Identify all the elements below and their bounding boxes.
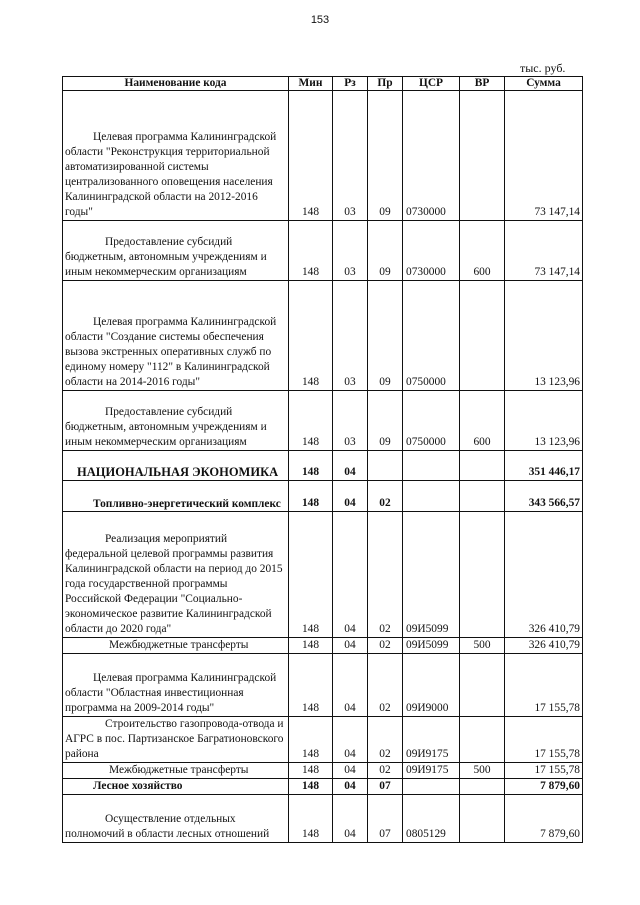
table-row [63,281,583,391]
row-csr: 0730000 [403,221,460,281]
row-rz: 04 [333,451,368,481]
row-csr: 09И9175 [403,717,460,763]
row-sum: 7 879,60 [505,779,583,795]
row-sum: 326 410,79 [505,638,583,654]
row-rz: 03 [333,221,368,281]
row-min: 148 [289,91,333,221]
row-csr [403,451,460,481]
row-csr: 09И9175 [403,763,460,779]
row-vr [460,654,505,717]
row-sum: 351 446,17 [505,451,583,481]
row-min: 148 [289,717,333,763]
row-sum: 13 123,96 [505,391,583,451]
row-pr: 02 [368,512,403,638]
table-row-section [63,451,583,481]
row-pr: 02 [368,717,403,763]
row-csr: 0750000 [403,391,460,451]
row-name: Целевая программа Калининградской области "Реконструкция территориальной автоматизированной системы централизованного оповещения населения Калининградской области на 2012-2016 годы" [63,91,289,221]
row-min: 148 [289,654,333,717]
row-sum: 17 155,78 [505,717,583,763]
row-name: Межбюджетные трансферты [63,638,289,654]
row-pr: 07 [368,779,403,795]
row-sum: 17 155,78 [505,763,583,779]
row-vr [460,512,505,638]
row-sum: 73 147,14 [505,91,583,221]
units-label: тыс. руб. [520,61,566,75]
row-vr: 500 [460,763,505,779]
row-pr: 02 [368,638,403,654]
table-row-subsection [63,779,583,795]
row-vr [460,91,505,221]
row-pr [368,451,403,481]
header-vr: ВР [460,77,505,91]
row-rz: 04 [333,779,368,795]
row-rz: 03 [333,391,368,451]
table-row [63,91,583,221]
row-name: Строительство газопровода-отвода и АГРС в пос. Партизанское Багратионовского района [63,717,289,763]
row-min: 148 [289,221,333,281]
row-rz: 04 [333,512,368,638]
row-vr: 600 [460,221,505,281]
table-row [63,795,583,843]
row-sum: 343 566,57 [505,481,583,512]
row-pr: 09 [368,91,403,221]
header-csr: ЦСР [403,77,460,91]
row-csr: 0730000 [403,91,460,221]
page-number: 153 [310,14,330,26]
table-row [63,638,583,654]
row-csr: 09И5099 [403,638,460,654]
row-sum: 326 410,79 [505,512,583,638]
row-min: 148 [289,451,333,481]
row-pr: 07 [368,795,403,843]
row-name: Межбюджетные трансферты [63,763,289,779]
table-row [63,391,583,451]
row-min: 148 [289,481,333,512]
row-vr [460,481,505,512]
table-header-row [63,77,583,91]
row-min: 148 [289,763,333,779]
row-name: Осуществление отдельных полномочий в области лесных отношений [63,795,289,843]
row-vr: 500 [460,638,505,654]
table-row [63,221,583,281]
table-row [63,717,583,763]
row-name: Реализация мероприятий федеральной целевой программы развития Калининградской области на период до 2015 года государственной программы Российской Федерации "Социально-экономическое развитие Калининградской области до 2020 года" [63,512,289,638]
row-csr [403,779,460,795]
table-row [63,763,583,779]
row-csr [403,481,460,512]
row-pr: 09 [368,281,403,391]
row-min: 148 [289,391,333,451]
row-sum: 73 147,14 [505,221,583,281]
row-pr: 02 [368,654,403,717]
row-vr: 600 [460,391,505,451]
row-csr: 0750000 [403,281,460,391]
row-name: Предоставление субсидий бюджетным, автономным учреждениям и иным некоммерческим организациям [63,391,289,451]
row-name: Целевая программа Калининградской области "Областная инвестиционная программа на 2009-2014 годы" [63,654,289,717]
row-min: 148 [289,281,333,391]
row-rz: 03 [333,91,368,221]
row-name: НАЦИОНАЛЬНАЯ ЭКОНОМИКА [63,451,289,481]
row-pr: 09 [368,391,403,451]
header-sum: Сумма [505,77,583,91]
row-vr [460,451,505,481]
row-csr: 09И9000 [403,654,460,717]
row-pr: 09 [368,221,403,281]
row-rz: 04 [333,638,368,654]
row-csr: 09И5099 [403,512,460,638]
row-vr [460,779,505,795]
header-rz: Рз [333,77,368,91]
row-vr [460,795,505,843]
row-rz: 04 [333,654,368,717]
row-pr: 02 [368,481,403,512]
row-vr [460,717,505,763]
row-rz: 04 [333,481,368,512]
row-rz: 03 [333,281,368,391]
row-min: 148 [289,512,333,638]
row-min: 148 [289,779,333,795]
row-name: Целевая программа Калининградской области "Создание системы обеспечения вызова экстренных оперативных служб по единому номеру "112" в Калининградской области на 2014-2016 годы" [63,281,289,391]
header-min: Мин [289,77,333,91]
row-rz: 04 [333,717,368,763]
header-name: Наименование кода [63,77,289,91]
row-vr [460,281,505,391]
budget-table [62,76,583,843]
row-rz: 04 [333,763,368,779]
row-name: Лесное хозяйство [63,779,289,795]
row-sum: 17 155,78 [505,654,583,717]
table-row [63,654,583,717]
row-name: Предоставление субсидий бюджетным, автономным учреждениям и иным некоммерческим организациям [63,221,289,281]
row-pr: 02 [368,763,403,779]
table-row-subsection [63,481,583,512]
row-min: 148 [289,795,333,843]
row-rz: 04 [333,795,368,843]
table-row [63,512,583,638]
row-csr: 0805129 [403,795,460,843]
row-sum: 13 123,96 [505,281,583,391]
row-sum: 7 879,60 [505,795,583,843]
row-name: Топливно-энергетический комплекс [63,481,289,512]
header-pr: Пр [368,77,403,91]
row-min: 148 [289,638,333,654]
